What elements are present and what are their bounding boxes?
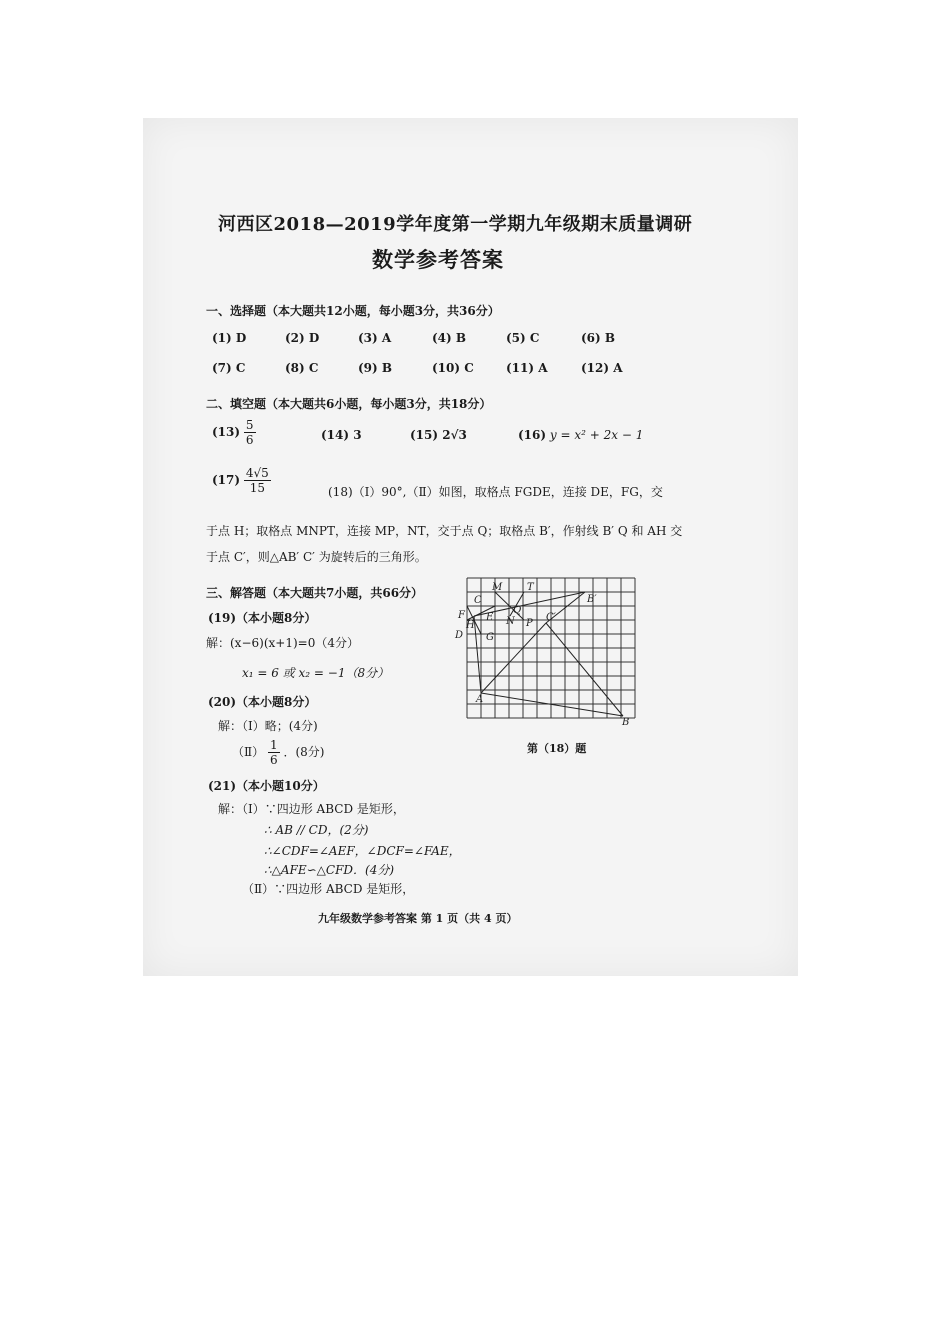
label-e: E	[486, 612, 494, 623]
q13-label: (13)	[212, 425, 241, 439]
label-c: C	[474, 595, 482, 606]
q19-line2: x₁ = 6 或 x₂ = −1（8分）	[242, 666, 390, 680]
q21-line1: 解：（Ⅰ）∵四边形 ABCD 是矩形，	[218, 802, 405, 816]
label-d: D	[455, 630, 464, 641]
q18-line3: 于点 C′，则△AB′ C′ 为旋转后的三角形。	[206, 550, 427, 564]
label-t: T	[527, 582, 534, 593]
q16-answer	[518, 428, 643, 442]
figure-point-labels	[454, 582, 629, 728]
label-cprime: C′	[546, 612, 556, 623]
q20-line2	[232, 738, 324, 767]
q20-fraction	[268, 738, 280, 767]
label-g: G	[486, 632, 494, 643]
label-h: H	[466, 620, 475, 631]
q21-line5: （Ⅱ）∵四边形 ABCD 是矩形，	[242, 882, 415, 896]
q17-fraction	[244, 466, 271, 495]
answer-item: (8) C	[285, 361, 319, 375]
fraction-numerator: 4√5	[245, 466, 269, 480]
label-bprime: B′	[587, 594, 597, 605]
answer-item: (5) C	[506, 331, 540, 345]
answer-item: (1) D	[212, 331, 247, 345]
fraction-numerator: 5	[245, 418, 254, 432]
q21-line4: ∴△AFE∽△CFD．(4分)	[264, 863, 395, 877]
q15-answer: (15) 2√3	[410, 428, 467, 442]
q13-answer	[212, 418, 256, 447]
section2-heading: 二、填空题（本大题共6小题，每小题3分，共18分）	[206, 397, 492, 411]
q18-line2: 于点 H；取格点 MNPT，连接 MP，NT，交于点 Q；取格点 B′，作射线 B′ Q 和 AH 交	[206, 524, 683, 538]
document-subtitle: 数学参考答案	[372, 247, 504, 272]
section1-heading: 一、选择题（本大题共12小题，每小题3分，共36分）	[206, 304, 500, 318]
q16-expression: y = x² + 2x − 1	[549, 428, 644, 442]
q18-line1: (18)（Ⅰ）90°,（Ⅱ）如图，取格点 FGDE，连接 DE，FG，交	[328, 485, 663, 499]
q16-label: (16)	[518, 428, 547, 442]
page-footer: 九年级数学参考答案 第 1 页（共 4 页）	[318, 912, 518, 925]
answer-item: (10) C	[432, 361, 474, 375]
q19-title: (19)（本小题8分）	[208, 611, 317, 625]
fraction-numerator: 1	[270, 738, 278, 752]
q19-line1: 解：(x−6)(x+1)=0（4分）	[206, 636, 359, 650]
q20-score: ．(8分)	[283, 745, 325, 759]
q14-answer: (14) 3	[321, 428, 362, 442]
q17-label: (17)	[212, 473, 241, 487]
q21-title: (21)（本小题10分）	[208, 779, 325, 793]
q17-answer	[212, 466, 271, 495]
label-p: P	[526, 618, 533, 629]
segment-cprime-b	[546, 623, 623, 716]
answer-item: (9) B	[358, 361, 393, 375]
figure-caption: 第（18）题	[527, 742, 587, 755]
section3-heading: 三、解答题（本大题共7小题，共66分）	[206, 586, 424, 600]
figure-construction-lines	[467, 592, 623, 716]
answer-item: (11) A	[506, 361, 548, 375]
answer-item: (7) C	[212, 361, 246, 375]
fraction-denominator: 6	[245, 433, 254, 447]
q20-part-label: （Ⅱ）	[232, 745, 265, 759]
q21-line2: ∴ AB // CD，(2分)	[264, 823, 369, 837]
label-f: F	[458, 610, 465, 621]
q20-line1: 解：（Ⅰ）略；(4分)	[218, 719, 318, 733]
q18-grid-figure	[450, 568, 650, 738]
fraction-denominator: 6	[270, 753, 278, 767]
label-n: N	[506, 616, 515, 627]
answer-item: (4) B	[432, 331, 467, 345]
label-q: Q	[513, 605, 522, 616]
answer-item: (6) B	[581, 331, 616, 345]
label-a: A	[476, 694, 484, 705]
answer-item: (12) A	[581, 361, 623, 375]
q13-fraction	[244, 418, 256, 447]
q20-title: (20)（本小题8分）	[208, 695, 317, 709]
label-m: M	[492, 582, 503, 593]
answer-item: (3) A	[358, 331, 392, 345]
document-title: 河西区2018—2019学年度第一学期九年级期末质量调研	[218, 214, 693, 235]
q21-line3: ∴∠CDF=∠AEF，∠DCF=∠FAE，	[264, 844, 461, 858]
label-b: B	[622, 717, 630, 728]
fraction-denominator: 15	[249, 481, 265, 495]
answer-item: (2) D	[285, 331, 320, 345]
